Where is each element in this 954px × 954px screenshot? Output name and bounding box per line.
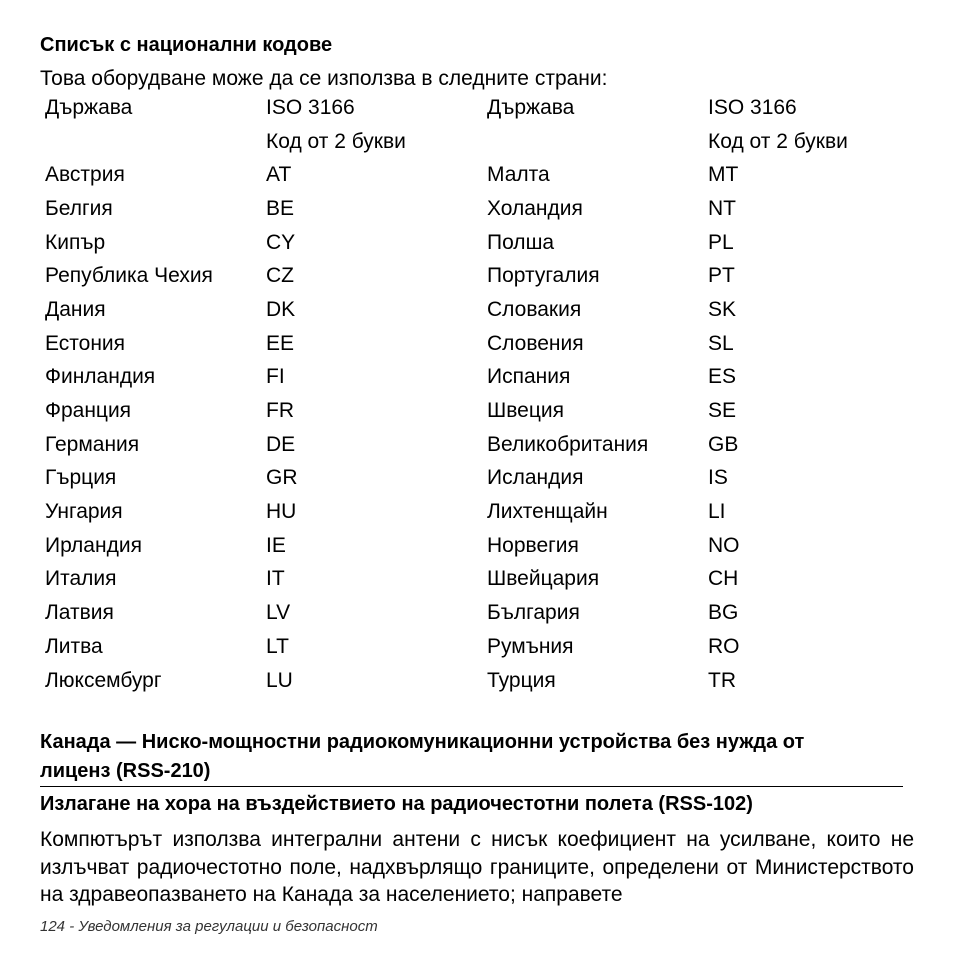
header-sub-left: Код от 2 букви (266, 129, 406, 153)
code-left: GR (266, 466, 298, 490)
code-left: AT (266, 163, 292, 187)
country-left: Естония (45, 331, 126, 355)
table-row (40, 563, 908, 597)
table-row (40, 428, 908, 462)
canada-heading-line1: Канада — Ниско-мощностни радиокомуникационни устройства без нужда от (40, 731, 805, 753)
country-right: Испания (487, 365, 571, 389)
page-footer: 124 - Уведомления за регулации и безопасност (40, 918, 378, 935)
country-left: Ирландия (45, 533, 142, 557)
table-row (40, 462, 908, 496)
country-left: Латвия (45, 601, 114, 625)
code-right: TR (708, 668, 736, 692)
header-empty-right (482, 125, 703, 159)
country-left: Гърция (45, 466, 117, 490)
country-right: Турция (487, 668, 556, 692)
header-sub-right: Код от 2 букви (708, 129, 848, 153)
code-right: MT (708, 163, 739, 187)
table-row (40, 596, 908, 630)
code-right: SL (708, 331, 734, 355)
country-left: Люксембург (45, 668, 162, 692)
code-left: IE (266, 533, 286, 557)
code-right: NT (708, 196, 736, 220)
header-country-right: Държава (487, 95, 575, 119)
code-right: CH (708, 567, 739, 591)
header-country-left: Държава (45, 95, 133, 119)
country-right: Малта (487, 163, 550, 187)
country-right: Словения (487, 331, 584, 355)
country-left: Кипър (45, 230, 106, 254)
code-left: LV (266, 601, 291, 625)
table-row (40, 495, 908, 529)
code-left: CY (266, 230, 296, 254)
code-right: ES (708, 365, 737, 389)
section-title: Списък с национални кодове (40, 34, 333, 56)
code-left: DK (266, 297, 296, 321)
country-left: Германия (45, 432, 140, 456)
country-left: Франция (45, 399, 132, 423)
country-right: Португалия (487, 264, 600, 288)
country-right: Швеция (487, 399, 564, 423)
country-left: Република Чехия (45, 264, 213, 288)
country-right: Словакия (487, 297, 582, 321)
table-subheader-row (40, 125, 908, 159)
table-row (40, 361, 908, 395)
country-right: Норвегия (487, 533, 579, 557)
header-iso-right: ISO 3166 (708, 95, 797, 119)
code-left: EE (266, 331, 295, 355)
code-left: HU (266, 500, 297, 524)
table-row (40, 529, 908, 563)
code-left: LT (266, 634, 289, 658)
country-left: Австрия (45, 163, 125, 187)
table-row (40, 664, 908, 698)
code-right: LI (708, 500, 726, 524)
code-left: FI (266, 365, 285, 389)
country-right: Лихтенщайн (487, 500, 608, 524)
code-right: BG (708, 601, 739, 625)
code-right: NO (708, 533, 740, 557)
rf-exposure-heading: Излагане на хора на въздействието на радиочестотни полета (RSS-102) (40, 793, 753, 815)
code-left: DE (266, 432, 296, 456)
country-left: Финландия (45, 365, 156, 389)
code-left: IT (266, 567, 285, 591)
country-right: Румъния (487, 634, 574, 658)
code-right: GB (708, 432, 739, 456)
table-row (40, 158, 908, 192)
header-iso-left: ISO 3166 (266, 95, 355, 119)
code-right: IS (708, 466, 728, 490)
table-row (40, 192, 908, 226)
table-row (40, 394, 908, 428)
country-left: Дания (45, 297, 106, 321)
code-right: SE (708, 399, 737, 423)
table-header-row (40, 91, 908, 125)
country-left: Белгия (45, 196, 113, 220)
code-right: SK (708, 297, 737, 321)
country-left: Италия (45, 567, 117, 591)
table-row (40, 327, 908, 361)
country-right: Швейцария (487, 567, 600, 591)
country-right: Полша (487, 230, 555, 254)
country-left: Унгария (45, 500, 123, 524)
canada-heading (40, 728, 903, 787)
code-left: LU (266, 668, 293, 692)
canada-heading-line2: лиценз (RSS-210) (40, 760, 211, 782)
code-right: RO (708, 634, 740, 658)
body-paragraph: Компютърът използва интегрални антени с нисък коефициент на усилване, които не излъчват радиочестотно поле, надхвърлящо границите, определени от Министерството на здравеопазването на Канада за населението; направете (40, 828, 914, 906)
country-right: България (487, 601, 580, 625)
table-row (40, 259, 908, 293)
country-left: Литва (45, 634, 103, 658)
code-left: CZ (266, 264, 294, 288)
header-empty-left (40, 125, 261, 159)
intro-text: Това оборудване може да се използва в следните страни: (40, 67, 608, 90)
table-row (40, 293, 908, 327)
country-right: Исландия (487, 466, 584, 490)
country-right: Холандия (487, 196, 583, 220)
table-row (40, 226, 908, 260)
table-row (40, 630, 908, 664)
code-right: PT (708, 264, 735, 288)
country-codes-table (40, 91, 908, 697)
code-left: FR (266, 399, 294, 423)
code-left: BE (266, 196, 295, 220)
country-right: Великобритания (487, 432, 649, 456)
code-right: PL (708, 230, 734, 254)
